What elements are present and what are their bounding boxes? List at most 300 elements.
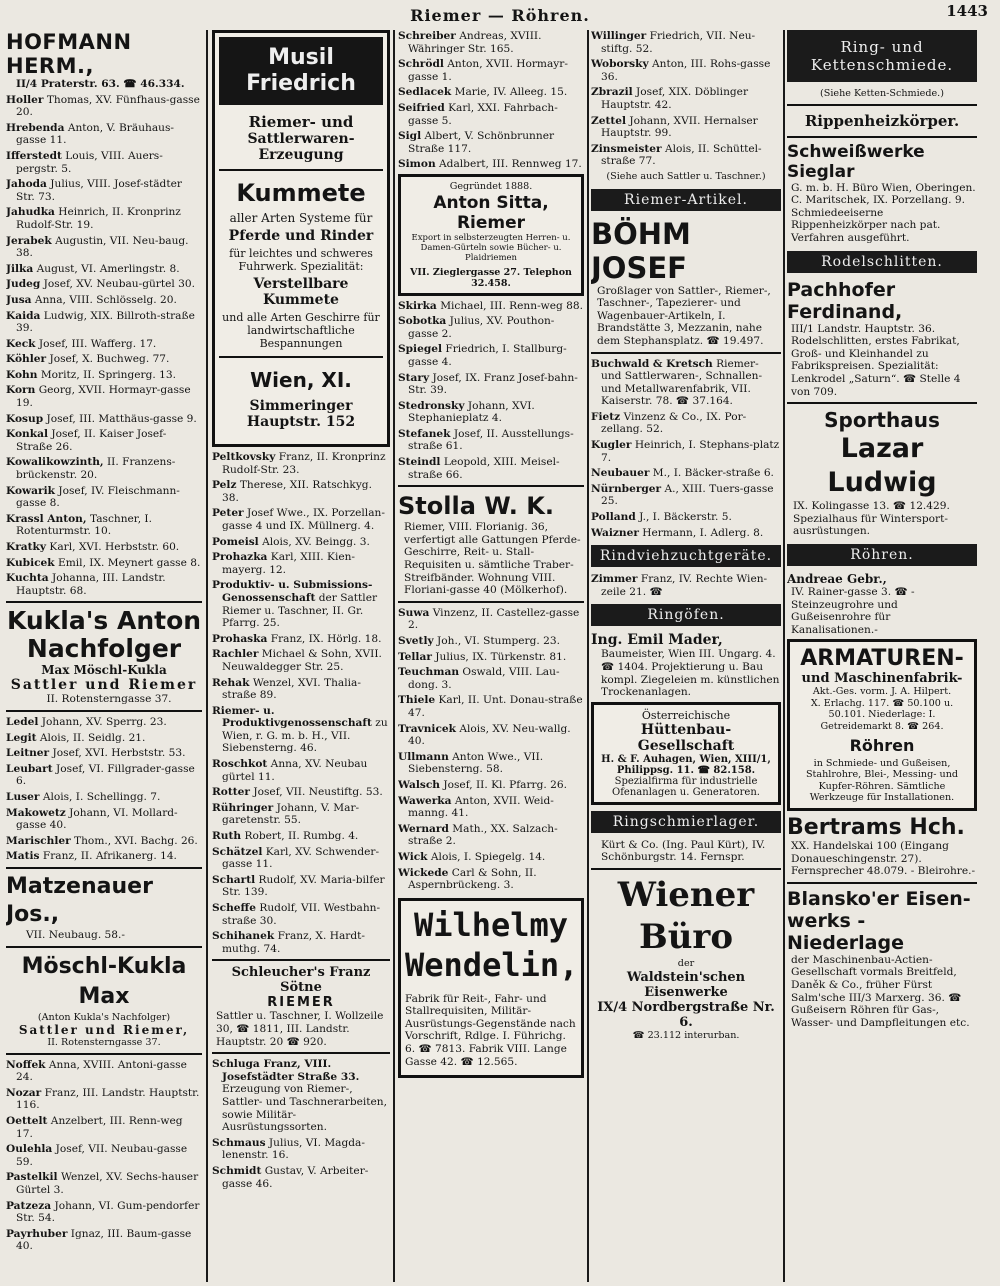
- entry-address: Michael, III. Renn-weg 88.: [440, 299, 583, 312]
- directory-entry: [212, 1137, 390, 1162]
- entry-name: Skirka: [398, 299, 437, 312]
- entry-name: Seifried: [398, 101, 445, 114]
- bertram-text: XX. Handelskai 100 (Eingang Donaueschingenstr. 27). Fernsprecher 48.079. - Bleirohre.-: [791, 840, 976, 878]
- entry-address: Anton, XVII. Weid-manng. 41.: [408, 794, 554, 820]
- entry-address: Robert, II. Rumbg. 4.: [244, 830, 359, 843]
- musil-city: Wien, XI.: [250, 368, 352, 392]
- entry-address: Emil, IX. Meynert gasse 8.: [58, 556, 201, 569]
- hofmann-address: II/4 Praterstr. 63. ☎ 46.334.: [16, 78, 185, 90]
- directory-entry: [6, 763, 202, 788]
- entry-list: [398, 300, 584, 482]
- entry-address: Johann, VI. Mollard-gasse 40.: [16, 806, 178, 832]
- entry-list: [591, 358, 781, 540]
- entry-address: Joh., VI. Stumperg. 23.: [437, 635, 560, 647]
- entry-address: Vinzenz, II. Castellez-gasse 2.: [408, 606, 580, 632]
- entry-address: Franz, IX. Hörlg. 18.: [270, 632, 382, 645]
- schleucher-text: Sattler u. Taschner, I. Wollzeile 30, ☎ 1811, III. Landstr. Hauptstr. 20 ☎ 920.: [216, 1010, 384, 1048]
- directory-entry: [398, 795, 584, 820]
- directory-entry: [6, 1087, 202, 1112]
- entry-name: Waizner: [591, 526, 639, 539]
- divider: [787, 882, 977, 884]
- entry-address: Erzeugung von Riemer-, Sattler- und Taschnerarbeiten, sowie Militär-Ausrüstungssorten.: [222, 1083, 387, 1134]
- directory-entry: [6, 263, 202, 276]
- section-rodelschlitten: Rodelschlitten.: [787, 251, 977, 273]
- entry-name: Simon: [398, 158, 436, 171]
- entry-address: Friedrich, VII. Neu-stiftg. 52.: [601, 30, 756, 55]
- directory-entry: [591, 30, 781, 55]
- directory-entry: [6, 1059, 202, 1084]
- musil-name: Musil Friedrich: [219, 37, 383, 105]
- entry-name: Rachler: [212, 648, 259, 661]
- entry-address: Carl & Sohn, II. Aspernbrückeng. 3.: [408, 866, 537, 892]
- entry-address: der Sattler Riemer u. Taschner, II. Gr. Pfarrg. 25.: [222, 591, 378, 630]
- entry-name: Schihanek: [212, 930, 275, 943]
- armaturen-text1: X. Erlachg. 117. ☎ 50.100 u. 50.101. Niederlage: I. Getreidemarkt 8. ☎ 264.: [810, 697, 954, 733]
- entry-address: Josef, XIX. Döblinger Hauptstr. 42.: [601, 86, 749, 111]
- armaturen-title: ARMATUREN-: [800, 646, 964, 672]
- entry-address: Johann, VI. Gum-pendorfer Str. 54.: [16, 1199, 200, 1225]
- directory-entry: [6, 732, 202, 745]
- entry-name: Korn: [6, 384, 36, 397]
- musil-line1: Riemer- und: [248, 113, 354, 131]
- entry-name: Krassl Anton,: [6, 512, 87, 525]
- sporthaus-line2: Lazar Ludwig: [827, 433, 937, 499]
- divider: [6, 946, 202, 948]
- directory-entry: [398, 300, 584, 313]
- entry-address: Johanna, III. Landstr. Hauptstr. 68.: [16, 572, 166, 597]
- sitta-advertisement: [398, 174, 584, 296]
- entry-address: Heinrich, II. Kronprinz Rudolf-Str. 19.: [16, 206, 181, 231]
- entry-address: Julius, VIII. Josef-städter Str. 73.: [16, 178, 182, 203]
- entry-address: Rudolf, XV. Maria-bilfer Str. 139.: [222, 873, 385, 899]
- entry-address: Augustin, VII. Neu-baug. 38.: [16, 234, 189, 260]
- entry-list: [6, 1059, 202, 1253]
- directory-entry: [212, 1058, 390, 1134]
- sitta-name: Anton Sitta, Riemer: [433, 192, 549, 233]
- entry-address: Thom., XVI. Bachg. 26.: [74, 834, 198, 847]
- entry-address: J., I. Bäckerstr. 5.: [639, 511, 732, 524]
- entry-name: Leitner: [6, 747, 50, 760]
- entry-address: zu Wien, r. G. m. b. H., VII. Siebensterng. 46.: [222, 717, 388, 755]
- sporthaus-text: IX. Kolingasse 13. ☎ 12.429. Spezialhaus für Wintersport-ausrüstungen.: [793, 500, 950, 538]
- entry-address: Anton, V. Bräuhaus-gasse 11.: [16, 121, 174, 147]
- directory-entry: [6, 122, 202, 147]
- entry-name: Thiele: [398, 694, 436, 707]
- directory-entry: [6, 572, 202, 597]
- entry-address: Johann, V. Mar-garetenstr. 55.: [222, 801, 360, 827]
- entry-name: Pastelkil: [6, 1171, 58, 1184]
- entry-name: Legit: [6, 731, 37, 744]
- page-title: Riemer — Röhren.: [410, 6, 590, 25]
- entry-list: [591, 573, 781, 598]
- entry-name: Svetly: [398, 635, 434, 647]
- entry-name: Travnicek: [398, 722, 456, 735]
- musil-text3: für leichtes und schweres Fuhrwerk. Spezialität:: [229, 247, 373, 273]
- armaturen-roehren: Röhren: [849, 735, 915, 755]
- divider: [212, 1052, 390, 1054]
- entry-name: Prohazka: [212, 551, 268, 564]
- divider: [787, 104, 977, 106]
- entry-name: Wernard: [398, 822, 449, 835]
- entry-name: Neubauer: [591, 467, 650, 480]
- entry-address: Franz, II. Afrikanerg. 14.: [42, 850, 177, 863]
- entry-name: Walsch: [398, 778, 440, 791]
- sporthaus-line1: Sporthaus: [824, 408, 940, 433]
- wilhelmy-line1: Wilhelmy: [413, 905, 569, 944]
- directory-entry: [6, 384, 202, 409]
- entry-name: Nürnberger: [591, 482, 662, 495]
- entry-list: [212, 1058, 390, 1190]
- column-rule: [783, 30, 785, 1282]
- kukla-address: II. Rotensterngasse 37.: [46, 693, 172, 706]
- entry-address: Josef Wwe., IX. Porzellan-gasse 4 und IX. Müllnerg. 4.: [222, 507, 385, 532]
- entry-address: Anna, XV. Neubau gürtel 11.: [222, 758, 368, 783]
- directory-entry: [591, 439, 781, 464]
- directory-entry: [212, 802, 390, 827]
- entry-name: Hrebenda: [6, 121, 65, 134]
- entry-name: Köhler: [6, 353, 47, 366]
- directory-entry: [6, 513, 202, 538]
- entry-address: Anna, VIII. Schlösselg. 20.: [34, 293, 177, 306]
- directory-entry: [6, 338, 202, 351]
- entry-name: Jahoda: [6, 178, 47, 191]
- huettenbau-line2: Hüttenbau-Gesellschaft: [637, 721, 735, 754]
- entry-address: Wenzel, XVI. Thalia-straße 89.: [222, 676, 361, 702]
- entry-name: Woborsky: [591, 58, 649, 71]
- entry-name: Judeg: [6, 278, 41, 291]
- entry-name: Kuchta: [6, 572, 49, 585]
- page-number: 1443: [946, 2, 988, 20]
- entry-list: [398, 607, 584, 892]
- mader-name: Ing. Emil Mader,: [591, 632, 723, 649]
- blansko-text: der Maschinenbau-Actien-Gesellschaft vormals Breitfeld, Daněk & Co., früher Fürst Salm'sche III/3 Marxerg. 36. ☎ Gußeisern Röhren für Gas-, Wasser- und Dampfleitungen etc.: [791, 953, 970, 1029]
- entry-address: Josef, II. Kl. Pfarrg. 26.: [443, 778, 567, 791]
- divider: [6, 601, 202, 603]
- entry-name: Riemer- u. Produktivgenossenschaft: [212, 704, 372, 730]
- entry-name: Zinsmeister: [591, 142, 662, 155]
- entry-address: Karl, XVI. Herbststr. 60.: [49, 541, 180, 553]
- entry-name: Ruth: [212, 830, 242, 843]
- entry-address: Math., XX. Salzach-straße 2.: [408, 822, 558, 848]
- entry-address: Therese, XII. Ratschkyg. 38.: [222, 479, 372, 504]
- directory-entry: [6, 850, 202, 863]
- directory-entry: [6, 353, 202, 366]
- moeschl-sub2: Sattler und Riemer,: [18, 1023, 190, 1038]
- directory-entry: [212, 902, 390, 927]
- directory-entry: [212, 677, 390, 702]
- entry-name: Sigl: [398, 130, 422, 143]
- entry-address: Alois, XV. Beingg. 3.: [262, 535, 370, 548]
- entry-name: Wick: [398, 850, 428, 863]
- entry-address: Franz, X. Hardt-muthg. 74.: [222, 930, 365, 955]
- directory-entry: [212, 874, 390, 899]
- directory-entry: [212, 648, 390, 673]
- kukla-sub1: Max Möschl-Kukla: [41, 663, 167, 678]
- directory-entry: [591, 143, 781, 168]
- entry-name: Kubicek: [6, 556, 55, 569]
- entry-name: Willinger: [591, 30, 647, 42]
- entry-name: Makowetz: [6, 806, 66, 819]
- divider: [219, 356, 383, 358]
- entry-address: Marie, IV. Alleeg. 15.: [454, 86, 568, 99]
- entry-name: Sobotka: [398, 315, 447, 328]
- entry-address: Julius, XV. Pouthon-gasse 2.: [408, 315, 555, 340]
- entry-name: Pelz: [212, 479, 237, 492]
- entry-address: Julius, IX. Türkenstr. 81.: [435, 650, 567, 663]
- huettenbau-line1: Österreichische: [641, 708, 731, 722]
- directory-entry: [398, 851, 584, 864]
- divider: [591, 352, 781, 354]
- directory-entry: [398, 666, 584, 691]
- entry-address: Anzelbert, III. Renn-weg 17.: [16, 1115, 183, 1140]
- entry-name: Peltkovsky: [212, 451, 276, 463]
- kukla-title: Kukla's Anton Nachfolger: [6, 606, 202, 664]
- entry-address: Heinrich, I. Stephans-platz 7.: [601, 439, 780, 464]
- entry-name: Tellar: [398, 650, 432, 663]
- mader-text: Baumeister, Wien III. Ungarg. 4. ☎ 1404. Projektierung u. Bau kompl. Ziegeleien m. künstlichen Trockenanlagen.: [601, 648, 780, 699]
- entry-address: Julius, VI. Magda-lenenstr. 16.: [222, 1136, 365, 1162]
- column-4: [591, 30, 781, 1282]
- directory-entry: [6, 428, 202, 453]
- directory-entry: [398, 400, 584, 425]
- directory-entry: [591, 483, 781, 508]
- entry-name: Schartl: [212, 873, 256, 886]
- entry-name: Schätzel: [212, 845, 263, 858]
- divider: [212, 959, 390, 961]
- directory-entry: [6, 456, 202, 481]
- directory-entry: [6, 1115, 202, 1140]
- directory-entry: [212, 633, 390, 646]
- kukla-sub2: Sattler und Riemer: [10, 677, 198, 694]
- entry-name: Keck: [6, 337, 36, 350]
- directory-entry: [6, 178, 202, 203]
- directory-entry: [398, 751, 584, 776]
- musil-street: Simmeringer Hauptstr. 152: [246, 398, 356, 430]
- directory-entry: [6, 235, 202, 260]
- entry-name: Pomeisl: [212, 535, 259, 548]
- entry-name: Teuchman: [398, 666, 460, 679]
- entry-address: Anton, III. Rohs-gasse 36.: [601, 58, 771, 83]
- note-saddler: (Siehe auch Sattler u. Taschner.): [606, 170, 766, 182]
- entry-name: Schmidt: [212, 1164, 262, 1177]
- entry-address: Alois, XV. Neu-wallg. 40.: [408, 722, 571, 748]
- sieglar-text: G. m. b. H. Büro Wien, Oberingen. C. Maritschek, IX. Porzellang. 9. Schmiedeeiserne Rippenheizkörper nach pat. Verfahren ausgeführt.: [791, 181, 976, 244]
- stolla-name: Stolla W. K.: [398, 492, 554, 521]
- entry-name: Luser: [6, 790, 40, 803]
- entry-address: Johann, XV. Sperrg. 23.: [41, 715, 167, 728]
- directory-entry: [6, 1228, 202, 1253]
- entry-name: Marischler: [6, 834, 71, 847]
- entry-name: Jilka: [6, 262, 34, 275]
- entry-name: Roschkot: [212, 758, 268, 771]
- directory-entry: [212, 536, 390, 549]
- wilhelmy-text: Fabrik für Reit-, Fahr- und Stallrequisiten, Militär-Ausrüstungs-Gegenstände nach Vorschrift, Rdlge. I. Führichg. 6. ☎ 7813. Fabrik VIII. Lange Gasse 42. ☎ 12.565.: [405, 992, 576, 1068]
- entry-name: Zbrazil: [591, 86, 633, 99]
- directory-entry: [212, 579, 390, 629]
- huettenbau-advertisement: [591, 702, 781, 805]
- directory-entry: [6, 791, 202, 804]
- entry-address: Josef, VI. Fillgrader-gasse 6.: [16, 762, 195, 788]
- entry-address: Alois, II. Schüttel-straße 77.: [601, 142, 762, 168]
- directory-entry: [398, 58, 584, 83]
- directory-entry: [212, 551, 390, 576]
- entry-name: Schreiber: [398, 30, 456, 42]
- pachhofer-name: Pachhofer Ferdinand,: [787, 278, 903, 323]
- entry-address: Josef, VII. Neustiftg. 53.: [253, 786, 383, 799]
- directory-entry: [212, 705, 390, 755]
- entry-name: Oettelt: [6, 1115, 48, 1128]
- note-ketten: (Siehe Ketten-Schmiede.): [820, 88, 944, 99]
- directory-entry: [591, 115, 781, 140]
- entry-address: Ignaz, III. Baum-gasse 40.: [16, 1227, 192, 1253]
- huettenbau-text: Spezialfirma für industrielle Ofenanlagen u. Generatoren.: [612, 775, 760, 798]
- directory-entry: [212, 507, 390, 532]
- entry-address: Karl, XV. Schwender-gasse 11.: [222, 845, 380, 871]
- boehm-text: Großlager von Sattler-, Riemer-, Taschner-, Tapezierer- und Wagenbauer-Artikeln, I. Brandstätte 3, Mezzanin, nahe dem Stephansplatz. ☎ 19.497.: [597, 284, 771, 347]
- entry-name: Nozar: [6, 1086, 42, 1099]
- entry-name: Jusa: [6, 293, 32, 306]
- musil-text5: und alle Arten Geschirre für landwirtschaftliche Bespannungen: [222, 311, 380, 350]
- entry-name: Ledel: [6, 715, 39, 728]
- directory-entry: [591, 527, 781, 540]
- entry-address: Karl, XIII. Kien-mayerg. 12.: [222, 551, 356, 576]
- entry-address: Johann, XVII. Hernalser Hauptstr. 99.: [601, 114, 758, 140]
- column-2: [212, 30, 390, 1282]
- sitta-text: Export in selbsterzeugten Herren- u. Damen-Gürteln sowie Bücher- u. Plaidriemen: [411, 232, 571, 263]
- matzenauer-name: Matzenauer Jos.,: [6, 873, 153, 927]
- entry-name: Rehak: [212, 676, 250, 689]
- directory-entry: [398, 428, 584, 453]
- entry-name: Suwa: [398, 606, 430, 619]
- blansko-line1: Blansko'er Eisen-: [787, 887, 971, 910]
- entry-name: Schmaus: [212, 1136, 266, 1149]
- entry-name: Wickede: [398, 866, 449, 879]
- divider: [219, 169, 383, 171]
- musil-advertisement: [212, 30, 390, 447]
- section-ring-kettenschmiede: Ring- und Kettenschmiede.: [787, 30, 977, 82]
- pachhofer-text: III/1 Landstr. Hauptstr. 36. Rodelschlitten, erstes Fabrikat, Groß- und Kleinhandel zu Fabrikspreisen. Spezialität: Lenkrodel „Saturn“. ☎ Stelle 4 von 709.: [791, 322, 961, 398]
- entry-address: Michael & Sohn, XVII. Neuwaldegger Str. 25.: [222, 648, 382, 673]
- entry-address: Josef, II. Kaiser Josef-Straße 26.: [16, 428, 167, 453]
- directory-entry: [398, 372, 584, 397]
- directory-entry: [398, 30, 584, 55]
- entry-address: Josef, III. Wafferg. 17.: [38, 337, 157, 350]
- entry-address: Vinzenz & Co., IX. Por-zellang. 52.: [601, 410, 747, 436]
- entry-name: Noffek: [6, 1058, 46, 1071]
- section-roehren: Röhren.: [787, 544, 977, 566]
- entry-address: II. Franzens-brückenstr. 20.: [16, 456, 176, 482]
- entry-list: [212, 451, 390, 955]
- entry-address: Josef, III. Matthäus-gasse 9.: [46, 412, 197, 425]
- entry-address: Riemer- und Sattlerwaren-, Schnallen- und Metallwarenfabrik, VII. Kaiserstr. 78. ☎ 37.164.: [601, 357, 763, 408]
- directory-entry: [398, 315, 584, 340]
- entry-address: Leopold, XIII. Meisel-straße 66.: [408, 456, 560, 481]
- sitta-address: VII. Zieglergasse 27. Telephon 32.458.: [410, 266, 572, 289]
- bertram-name: Bertrams Hch.: [787, 815, 965, 841]
- entry-name: Scheffe: [212, 902, 256, 914]
- entry-name: Ullmann: [398, 750, 449, 763]
- entry-address: Albert, V. Schönbrunner Straße 117.: [408, 130, 555, 155]
- directory-entry: [398, 130, 584, 155]
- entry-address: Adalbert, III. Rennweg 17.: [439, 158, 582, 171]
- entry-name: Steindl: [398, 456, 441, 469]
- directory-entry: [212, 758, 390, 783]
- entry-name: Zimmer: [591, 573, 638, 586]
- column-rule: [393, 30, 395, 1282]
- column-rule: [206, 30, 208, 1282]
- directory-entry: [212, 830, 390, 843]
- musil-text4: Verstellbare Kummete: [253, 276, 349, 308]
- directory-entry: [6, 278, 202, 291]
- directory-entry: [6, 1200, 202, 1225]
- entry-address: Alois, I. Spiegelg. 14.: [430, 850, 546, 863]
- sieglar-name: Schweißwerke Sieglar: [787, 141, 925, 182]
- matzenauer-address: VII. Neubaug. 58.-: [26, 928, 125, 941]
- directory-entry: [6, 716, 202, 729]
- entry-address: Johann, XVI. Stephanieplatz 4.: [408, 399, 535, 425]
- directory-entry: [212, 846, 390, 871]
- directory-entry: [6, 94, 202, 119]
- divider: [398, 601, 584, 603]
- musil-text2: Pferde und Rinder: [228, 228, 374, 244]
- wilhelmy-advertisement: [398, 898, 584, 1079]
- wiener-buero-address: IX/4 Nordbergstraße Nr. 6.: [597, 999, 775, 1030]
- entry-address: Oswald, VIII. Lau-dong. 3.: [408, 666, 560, 691]
- directory-entry: [591, 86, 781, 111]
- entry-address: Josef, X. Buchweg. 77.: [49, 353, 170, 366]
- andreae-name: Andreae Gebr.,: [787, 571, 887, 586]
- directory-entry: [6, 807, 202, 832]
- directory-entry: [212, 479, 390, 504]
- directory-entry: [6, 557, 202, 570]
- entry-address: Anton, XVII. Hormayr-gasse 1.: [408, 58, 568, 83]
- armaturen-advertisement: [787, 639, 977, 811]
- directory-entry: [212, 1165, 390, 1190]
- column-rule: [587, 30, 589, 1282]
- entry-address: Wenzel, XV. Sechs-hauser Gürtel 3.: [16, 1171, 199, 1197]
- entry-name: Spiegel: [398, 343, 442, 356]
- entry-name: Zettel: [591, 114, 627, 127]
- entry-address: Josef, II. Ausstellungs-straße 61.: [408, 427, 574, 453]
- entry-name: Kugler: [591, 439, 632, 452]
- sitta-founded: Gegründet 1888.: [449, 180, 533, 192]
- directory-entry: [398, 779, 584, 792]
- hofmann-name: HOFMANN HERM.,: [6, 30, 132, 78]
- entry-address: Andreas, XVIII. Währinger Str. 165.: [408, 30, 542, 55]
- entry-name: Matis: [6, 850, 40, 863]
- directory-entry: [591, 358, 781, 408]
- section-rindviehzucht: Rindviehzuchtgeräte.: [591, 545, 781, 567]
- divider: [398, 485, 584, 487]
- directory-entry: [591, 573, 781, 598]
- directory-entry: [591, 411, 781, 436]
- directory-entry: [212, 786, 390, 799]
- entry-name: Wawerka: [398, 794, 452, 807]
- directory-entry: [6, 150, 202, 175]
- boehm-name: BÖHM JOSEF: [591, 216, 691, 285]
- entry-address: Franz, IV. Rechte Wien-zeile 21. ☎: [601, 573, 768, 598]
- entry-name: Produktiv- u. Submissions-Genossenschaft: [212, 579, 373, 604]
- directory-entry: [398, 635, 584, 648]
- armaturen-text2: in Schmiede- und Gußeisen, Stahlrohre, Blei-, Messing- und Kupfer-Röhren. Sämtliche Werkzeuge für Installationen.: [805, 757, 959, 804]
- directory-entry: [6, 541, 202, 554]
- directory-entry: [398, 343, 584, 368]
- entry-address: Josef, XV. Neubau-gürtel 30.: [43, 278, 195, 291]
- entry-name: Ifferstedt: [6, 149, 62, 162]
- entry-address: Ludwig, XIX. Billroth-straße 39.: [16, 309, 195, 335]
- andreae-text: IV. Rainer-gasse 3. ☎ - Steinzeugrohre und Gußeisenrohre für Kanalisationen.-: [791, 585, 915, 636]
- entry-name: Sedlacek: [398, 86, 452, 99]
